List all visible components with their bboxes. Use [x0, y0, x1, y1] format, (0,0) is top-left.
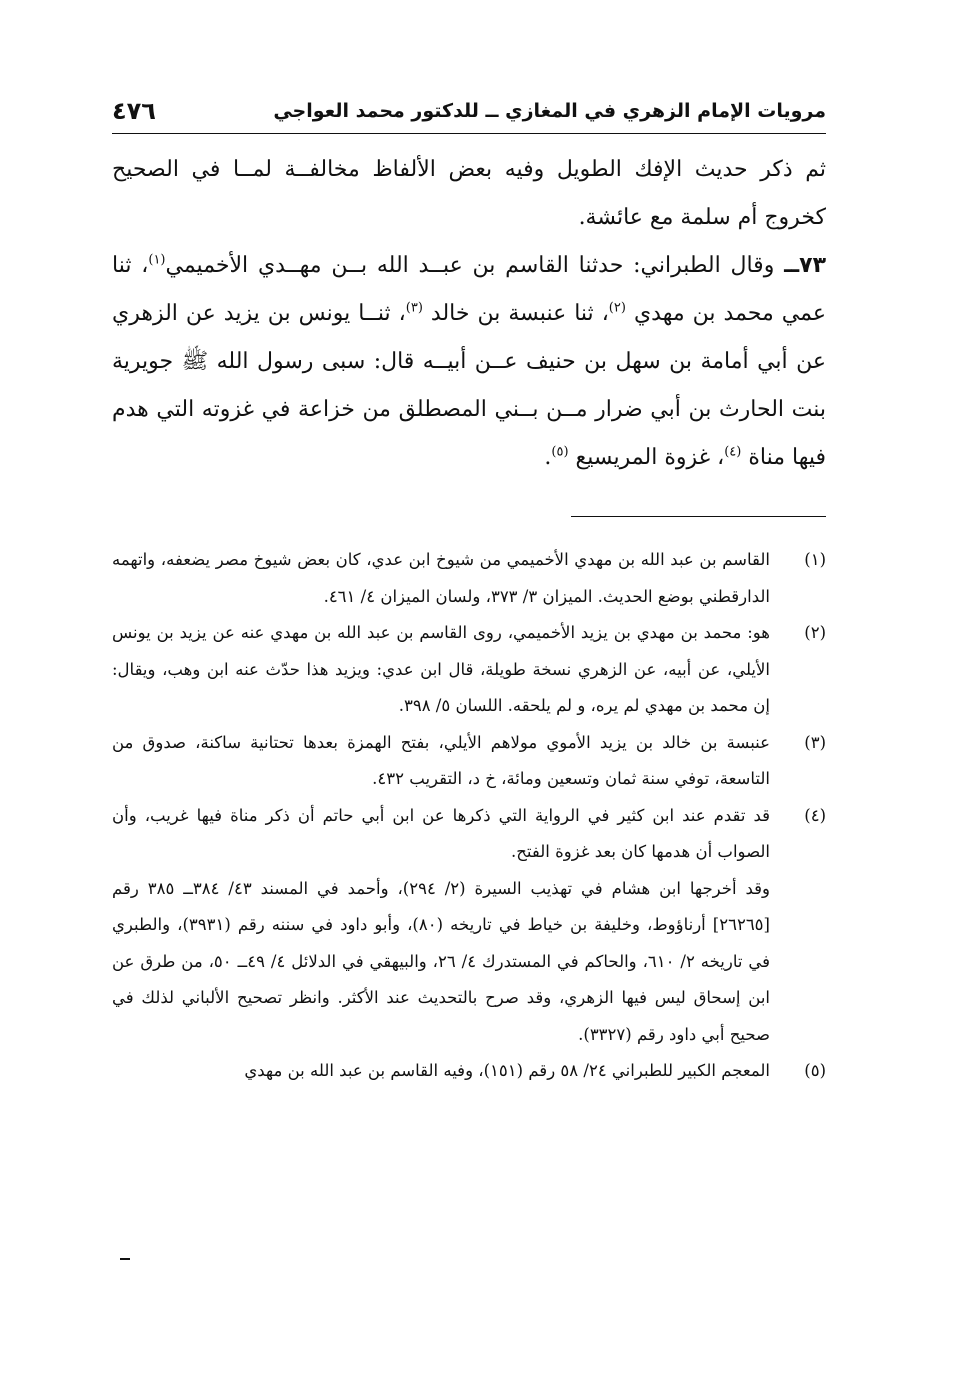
footnote-paragraph: وقد أخرجها ابن هشام في تهذيب السيرة (٢/ ٢٩٤)، وأحمد في المسند ٤٣/ ٣٨٤ــ ٣٨٥ رقم [٢٦٢٦٥] أرناؤوط، وخليفة بن خياط في تاريخه (٨٠)، وأبو داود في سننه رقم (٣٩٣١)، والطبري في تاريخه ٢/ ٦١٠، والحاكم في المستدرك ٤/ ٢٦، والبيهقي في الدلائل ٤/ ٤٩ــ ٥٠، من طرق عن ابن إسحاق ليس فيها الزهري، وقد صرح بالتحديث عند الأكثر. وانظر تصحيح الألباني لذلك في صحيح أبي داود رقم (٣٣٢٧). — [112, 878, 771, 1044]
paragraph-2 — [112, 242, 826, 482]
footnote-ref-1[interactable]: (١) — [148, 252, 166, 268]
footnote-ref-4[interactable]: (٤) — [724, 444, 742, 460]
footnote-3 — [112, 725, 826, 798]
footnote-number: (٣) — [804, 732, 826, 752]
paragraph-2-segment: ، ثنا عنبسة بن خالد — [422, 301, 609, 326]
page-number: ٤٧٦ — [112, 97, 156, 125]
footnote-number: (١) — [804, 550, 826, 569]
hadith-number: ٧٣ــ — [784, 253, 827, 278]
footnote-number: (٢) — [804, 623, 826, 642]
footnote-text — [112, 542, 770, 615]
footnote-paragraph: القاسم بن عبد الله بن مهدي الأخميمي من شيوخ ابن عدي، كان بعض شيوخ مصر يضعفه، واتهمه الدارقطني بوضع الحديث. الميزان ٣/ ٣٧٣، ولسان الميزان ٤/ ٤٦١. — [112, 550, 770, 606]
footnote-text — [112, 1053, 770, 1090]
paragraph-2-segment: ، ثنــا يونس بن يزيد عن الزهري عن أبي أمامة بن سهل بن حنيف عــن أبيــه قال: سبى رسول الله ﷺ جويرية بنت الحارث بن أبي ضرار مــن بــني المصطلق من خزاعة في غزوته التي هدم فيها مناة — [112, 301, 826, 470]
footnote-paragraph: هو: محمد بن مهدي بن يزيد الأخميمي، روى القاسم بن عبد الله بن مهدي عنه عن يزيد بن يونس الأيلي، عن أبيه، عن الزهري نسخة طويلة، قال ابن عدي: ويزيد هذا حدّث عنه ابن وهب، ويقال: إن محمد بن مهدي لم يره، و لم يلحقه. اللسان ٥/ ٣٩٨. — [112, 623, 770, 715]
footnote-paragraph: المعجم الكبير للطبراني ٢٤/ ٥٨ رقم (١٥١)، وفيه القاسم بن عبد الله بن مهدي — [244, 1061, 770, 1080]
footnote-4 — [112, 798, 826, 1054]
main-text — [112, 146, 826, 482]
footnote-2 — [112, 615, 826, 725]
header-title: مرويات الإمام الزهري في المغازي ــ للدكتور محمد العواجي — [273, 100, 826, 122]
footnote-ref-2[interactable]: (٢) — [608, 300, 626, 316]
footnote-number: (٥) — [804, 1061, 826, 1080]
footnote-ref-3[interactable]: (٣) — [405, 300, 423, 316]
footnotes-section — [112, 542, 826, 1090]
paragraph-2-segment: وقال الطبراني: حدثنا القاسم بن عبــد الله بــن مهــدي الأخميمي — [165, 253, 785, 278]
footnote-paragraph: عنبسة بن خالد بن يزيد الأموي مولاهم الأيلي، بفتح الهمزة بعدها تحتانية ساكنة، صدوق من التاسعة، توفي سنة ثمان وتسعين ومائة، خ د، التقريب ٤٣٢. — [112, 732, 770, 788]
paragraph-1: ثم ذكر حديث الإفك الطويل وفيه بعض الألفاظ مخالفــة لمــا في الصحيح كخروج أم سلمة مع عائشة. — [112, 157, 826, 230]
continuation-mark — [120, 1258, 130, 1260]
footnote-paragraph: قد تقدم عند ابن كثير في الرواية التي ذكرها عن ابن أبي حاتم أن ذكر مناة فيها غريب، وأن الصواب أن هدمها كان بعد غزوة الفتح. — [112, 805, 770, 861]
footnote-text — [112, 798, 770, 1054]
footnote-1 — [112, 542, 826, 615]
footnote-number: (٤) — [804, 805, 826, 825]
header-divider — [112, 133, 826, 134]
paragraph-2-segment: . — [544, 445, 552, 470]
footnote-ref-5[interactable]: (٥) — [551, 444, 569, 460]
footnote-text — [112, 725, 770, 798]
paragraph-2-segment: ، غزوة المريسيع — [568, 445, 725, 470]
footnote-separator — [571, 516, 826, 517]
paragraph-2-segment: ، ثنا عمي محمد بن مهدي — [112, 253, 826, 326]
footnote-5 — [112, 1053, 826, 1090]
footnote-text — [112, 615, 770, 725]
running-header — [112, 92, 826, 130]
